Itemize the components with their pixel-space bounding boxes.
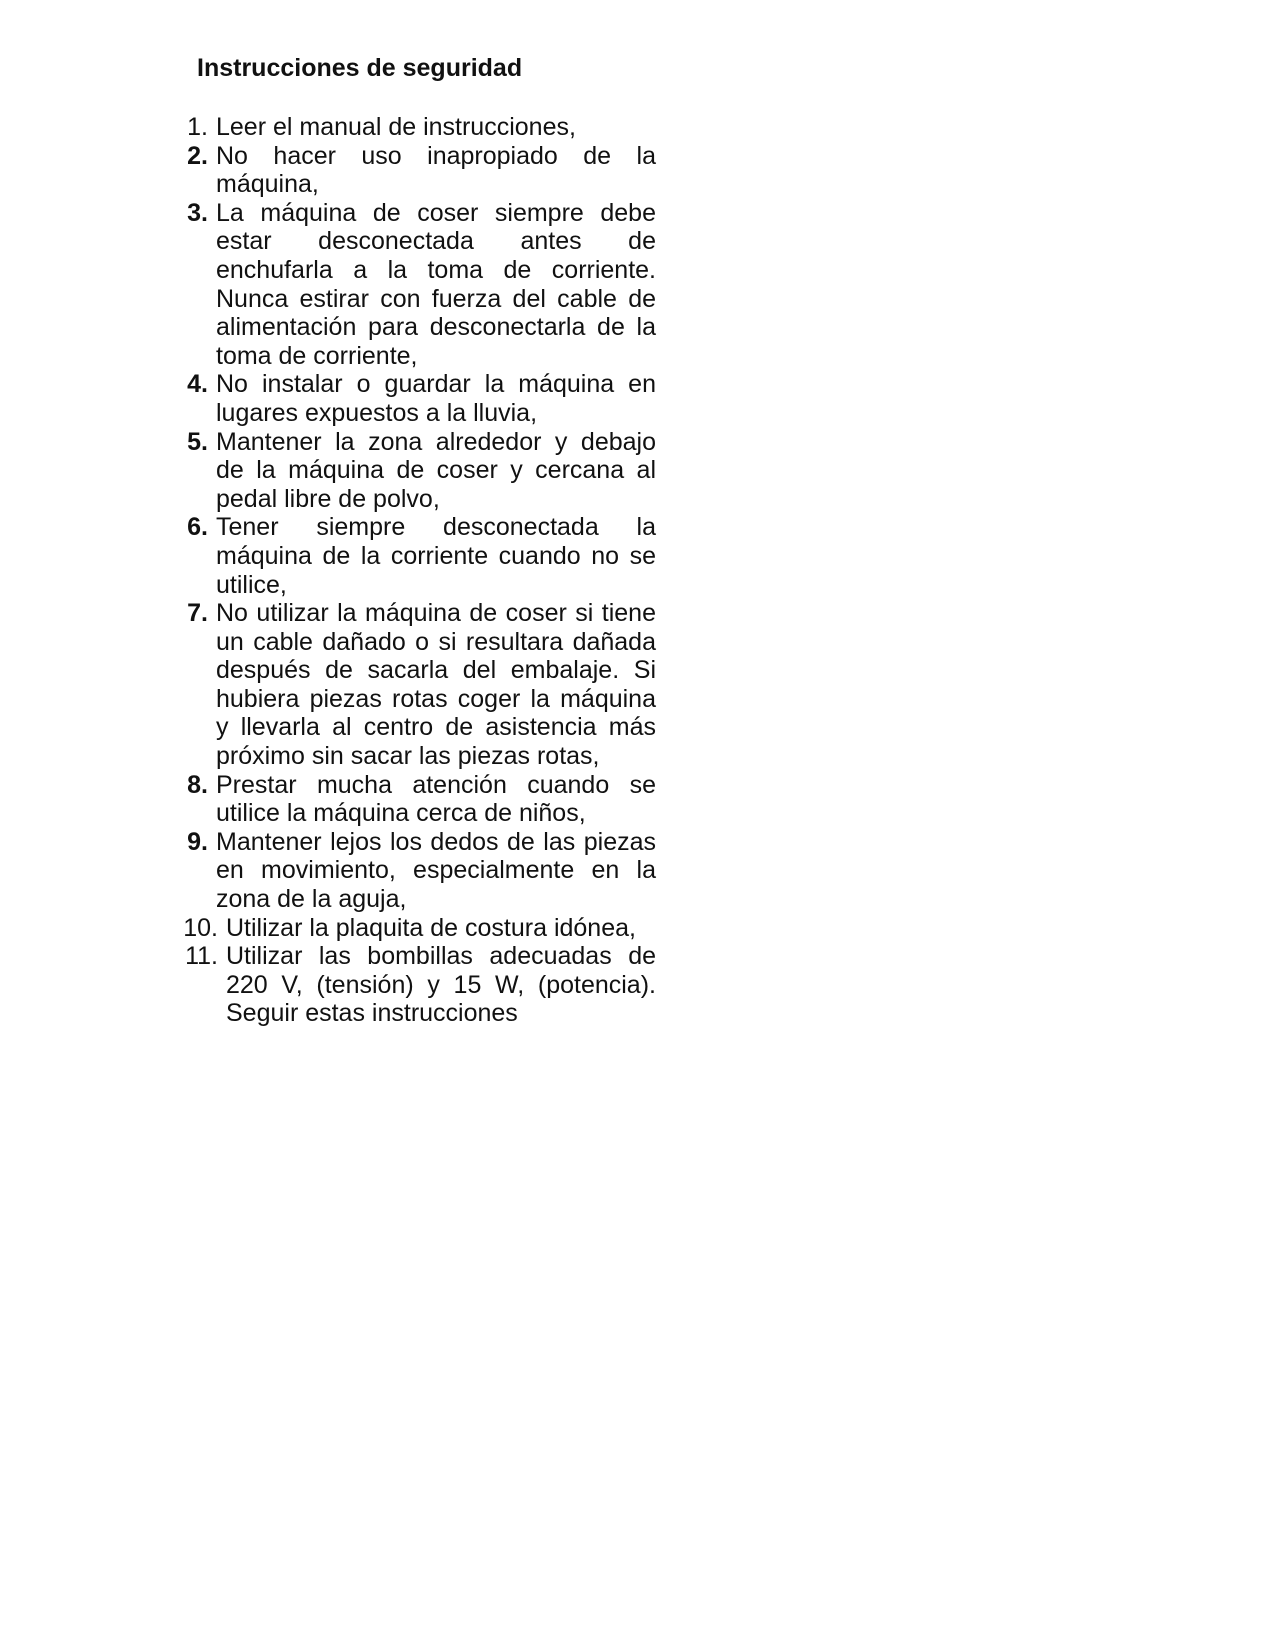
item-text: No utilizar la máquina de coser si tiene un cable dañado o si resultara dañada después de sacarla del embalaje. Si hubiera piezas rotas coger la máquina y llevarla al centro de asistencia más próximo sin sacar las piezas rotas, <box>216 599 656 771</box>
list-item <box>176 942 656 1028</box>
list-item <box>176 513 656 599</box>
list-item <box>176 199 656 371</box>
item-text: Mantener lejos los dedos de las piezas en movimiento, especialmente en la zona de la aguja, <box>216 827 656 914</box>
item-text: Utilizar la plaquita de costura idónea, <box>226 913 636 942</box>
item-text: No instalar o guardar la máquina en lugares expuestos a la lluvia, <box>216 370 656 427</box>
list-item <box>176 914 656 943</box>
item-text: Mantener la zona alrededor y debajo de la máquina de coser y cercana al pedal libre de polvo, <box>216 427 656 513</box>
item-number: 8. <box>187 770 208 799</box>
list-item <box>176 370 656 427</box>
item-number: 2. <box>187 141 208 170</box>
item-text: Utilizar las bombillas adecuadas de 220 V, (tensión) y 15 W, (potencia). Seguir estas instrucciones <box>226 942 656 1028</box>
safety-instructions-list <box>176 113 656 1028</box>
item-text: La máquina de coser siempre debe estar desconectada antes de enchufarla a la toma de corriente. Nunca estirar con fuerza del cable de alimentación para desconectarla de la toma de corriente, <box>216 198 656 370</box>
list-item <box>176 599 656 771</box>
item-text: No hacer uso inapropiado de la máquina, <box>216 141 656 199</box>
page-title: Instrucciones de seguridad <box>197 54 523 82</box>
item-number: 4. <box>187 370 208 399</box>
item-number: 6. <box>187 513 208 542</box>
list-item <box>176 428 656 514</box>
item-number: 5. <box>187 427 208 456</box>
item-text: Tener siempre desconectada la máquina de la corriente cuando no se utilice, <box>216 513 656 599</box>
item-number: 9. <box>187 827 208 856</box>
list-item <box>176 771 656 828</box>
list-item <box>176 113 656 142</box>
item-number: 7. <box>187 599 208 628</box>
item-number: 1. <box>187 113 208 141</box>
item-number: 10. <box>183 913 218 942</box>
item-number: 11. <box>185 942 218 971</box>
item-text: Leer el manual de instrucciones, <box>216 113 576 141</box>
list-item <box>176 142 656 199</box>
list-item <box>176 828 656 914</box>
item-text: Prestar mucha atención cuando se utilice la máquina cerca de niños, <box>216 770 656 828</box>
item-number: 3. <box>187 198 208 227</box>
